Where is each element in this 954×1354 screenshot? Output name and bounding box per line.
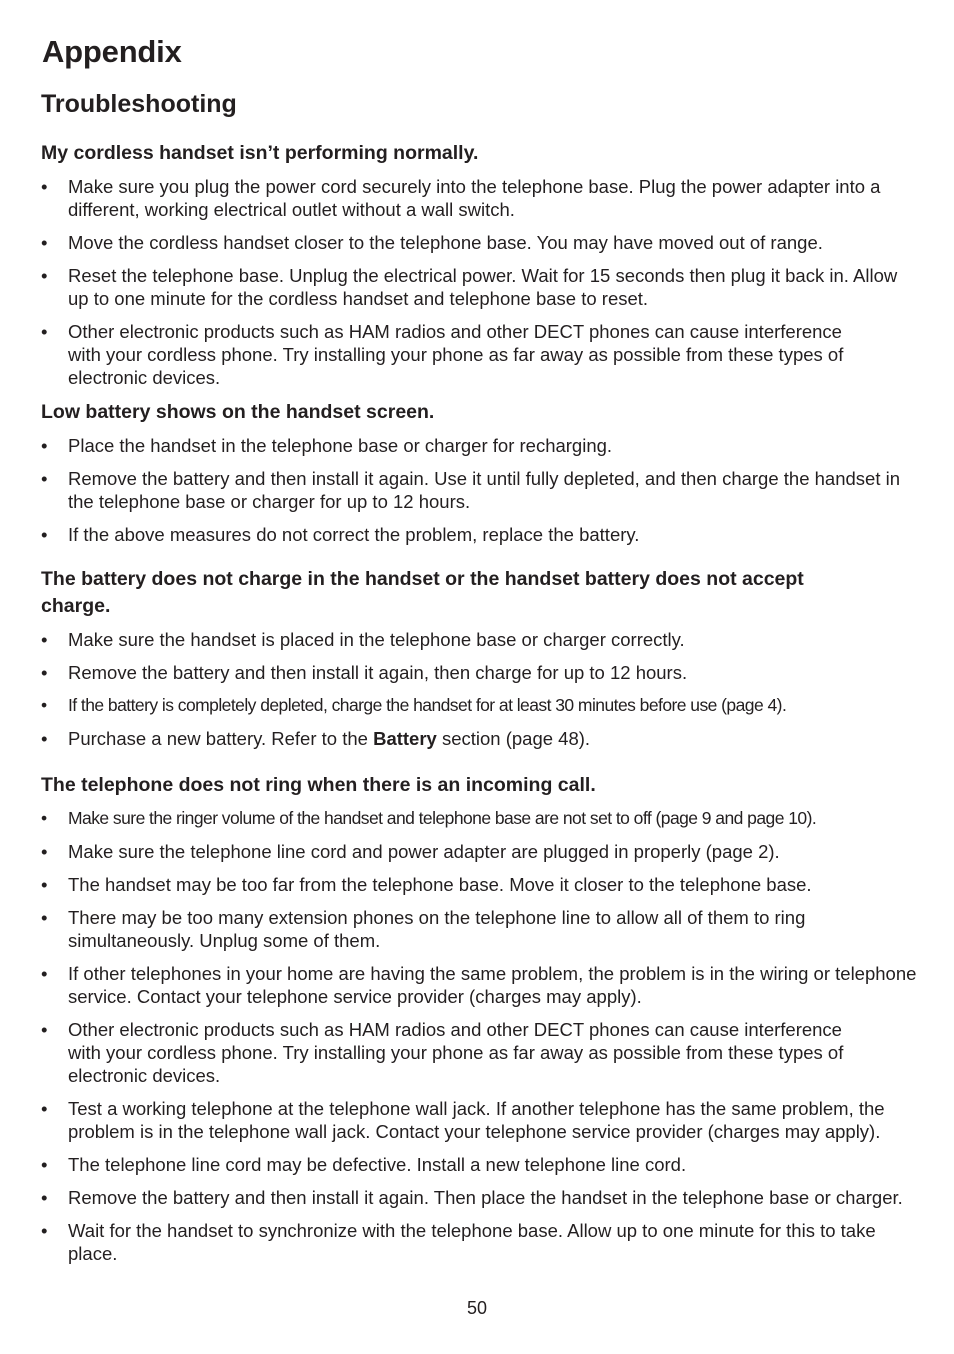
list-item: • Test a working telephone at the telephone wall jack. If another telephone has the same problem, the problem is in the telephone wall jack. Contact your telephone service provider (charges may apply). (41, 1097, 921, 1143)
list-item: • The telephone line cord may be defective. Install a new telephone line cord. (41, 1153, 921, 1176)
battery-section-reference: Battery (373, 728, 437, 749)
bullet-list (41, 175, 921, 389)
topic-heading: The battery does not charge in the handset or the handset battery does not accept charge. (41, 568, 804, 617)
list-item: • Remove the battery and then install it again. Then place the handset in the telephone base or charger. (41, 1186, 921, 1209)
list-item: • Make sure you plug the power cord securely into the telephone base. Plug the power adapter into a different, working electrical outlet without a wall switch. (41, 175, 921, 221)
page-title: Appendix (42, 34, 182, 69)
list-item: • Wait for the handset to synchronize with the telephone base. Allow up to one minute for this to take place. (41, 1219, 921, 1265)
list-item: • Move the cordless handset closer to the telephone base. You may have moved out of range. (41, 231, 921, 254)
item-text: Purchase a new battery. Refer to the (68, 728, 374, 749)
topic-handset-not-normal (41, 140, 921, 399)
list-item: • There may be too many extension phones on the telephone line to allow all of them to ring simultaneously. Unplug some of them. (41, 906, 921, 952)
list-item (41, 727, 921, 750)
page-number: 50 (466, 1298, 488, 1318)
topic-battery-not-charging (41, 566, 921, 760)
list-item: • Reset the telephone base. Unplug the electrical power. Wait for 15 seconds then plug it back in. Allow up to one minute for the cordless handset and telephone base to reset. (41, 264, 921, 310)
section-title: Troubleshooting (41, 90, 237, 118)
bullet-list (41, 807, 921, 1265)
list-item: • Place the handset in the telephone base or charger for recharging. (41, 434, 921, 457)
list-item: • Make sure the handset is placed in the telephone base or charger correctly. (41, 628, 921, 651)
list-item: • If the battery is completely depleted, charge the handset for at least 30 minutes before use (page 4). (41, 694, 921, 717)
topic-low-battery (41, 399, 921, 556)
list-item: • Remove the battery and then install it again. Use it until fully depleted, and then charge the handset in the telephone base or charger for up to 12 hours. (41, 467, 921, 513)
list-item: • If other telephones in your home are having the same problem, the problem is in the wiring or telephone service. Contact your telephone service provider (charges may apply). (41, 962, 921, 1008)
topic-heading: Low battery shows on the handset screen. (41, 401, 435, 423)
list-item: • Make sure the telephone line cord and power adapter are plugged in properly (page 2). (41, 840, 921, 863)
list-item: • Remove the battery and then install it again, then charge for up to 12 hours. (41, 661, 921, 684)
list-item: • The handset may be too far from the telephone base. Move it closer to the telephone base. (41, 873, 921, 896)
list-item: • If the above measures do not correct the problem, replace the battery. (41, 523, 921, 546)
item-text: section (page 48). (436, 728, 591, 749)
topic-heading: My cordless handset isn’t performing normally. (41, 142, 479, 164)
topic-heading: The telephone does not ring when there is an incoming call. (41, 774, 596, 796)
topic-no-ring (41, 772, 921, 1275)
list-item: • Other electronic products such as HAM radios and other DECT phones can cause interference with your cordless phone. Try installing your phone as far away as possible from these types of electronic devices. (41, 1018, 868, 1087)
bullet-list (41, 628, 921, 750)
list-item: • Other electronic products such as HAM radios and other DECT phones can cause interference with your cordless phone. Try installing your phone as far away as possible from these types of electronic devices. (41, 320, 868, 389)
list-item: • Make sure the ringer volume of the handset and telephone base are not set to off (page 9 and page 10). (41, 807, 921, 830)
bullet-list (41, 434, 921, 546)
